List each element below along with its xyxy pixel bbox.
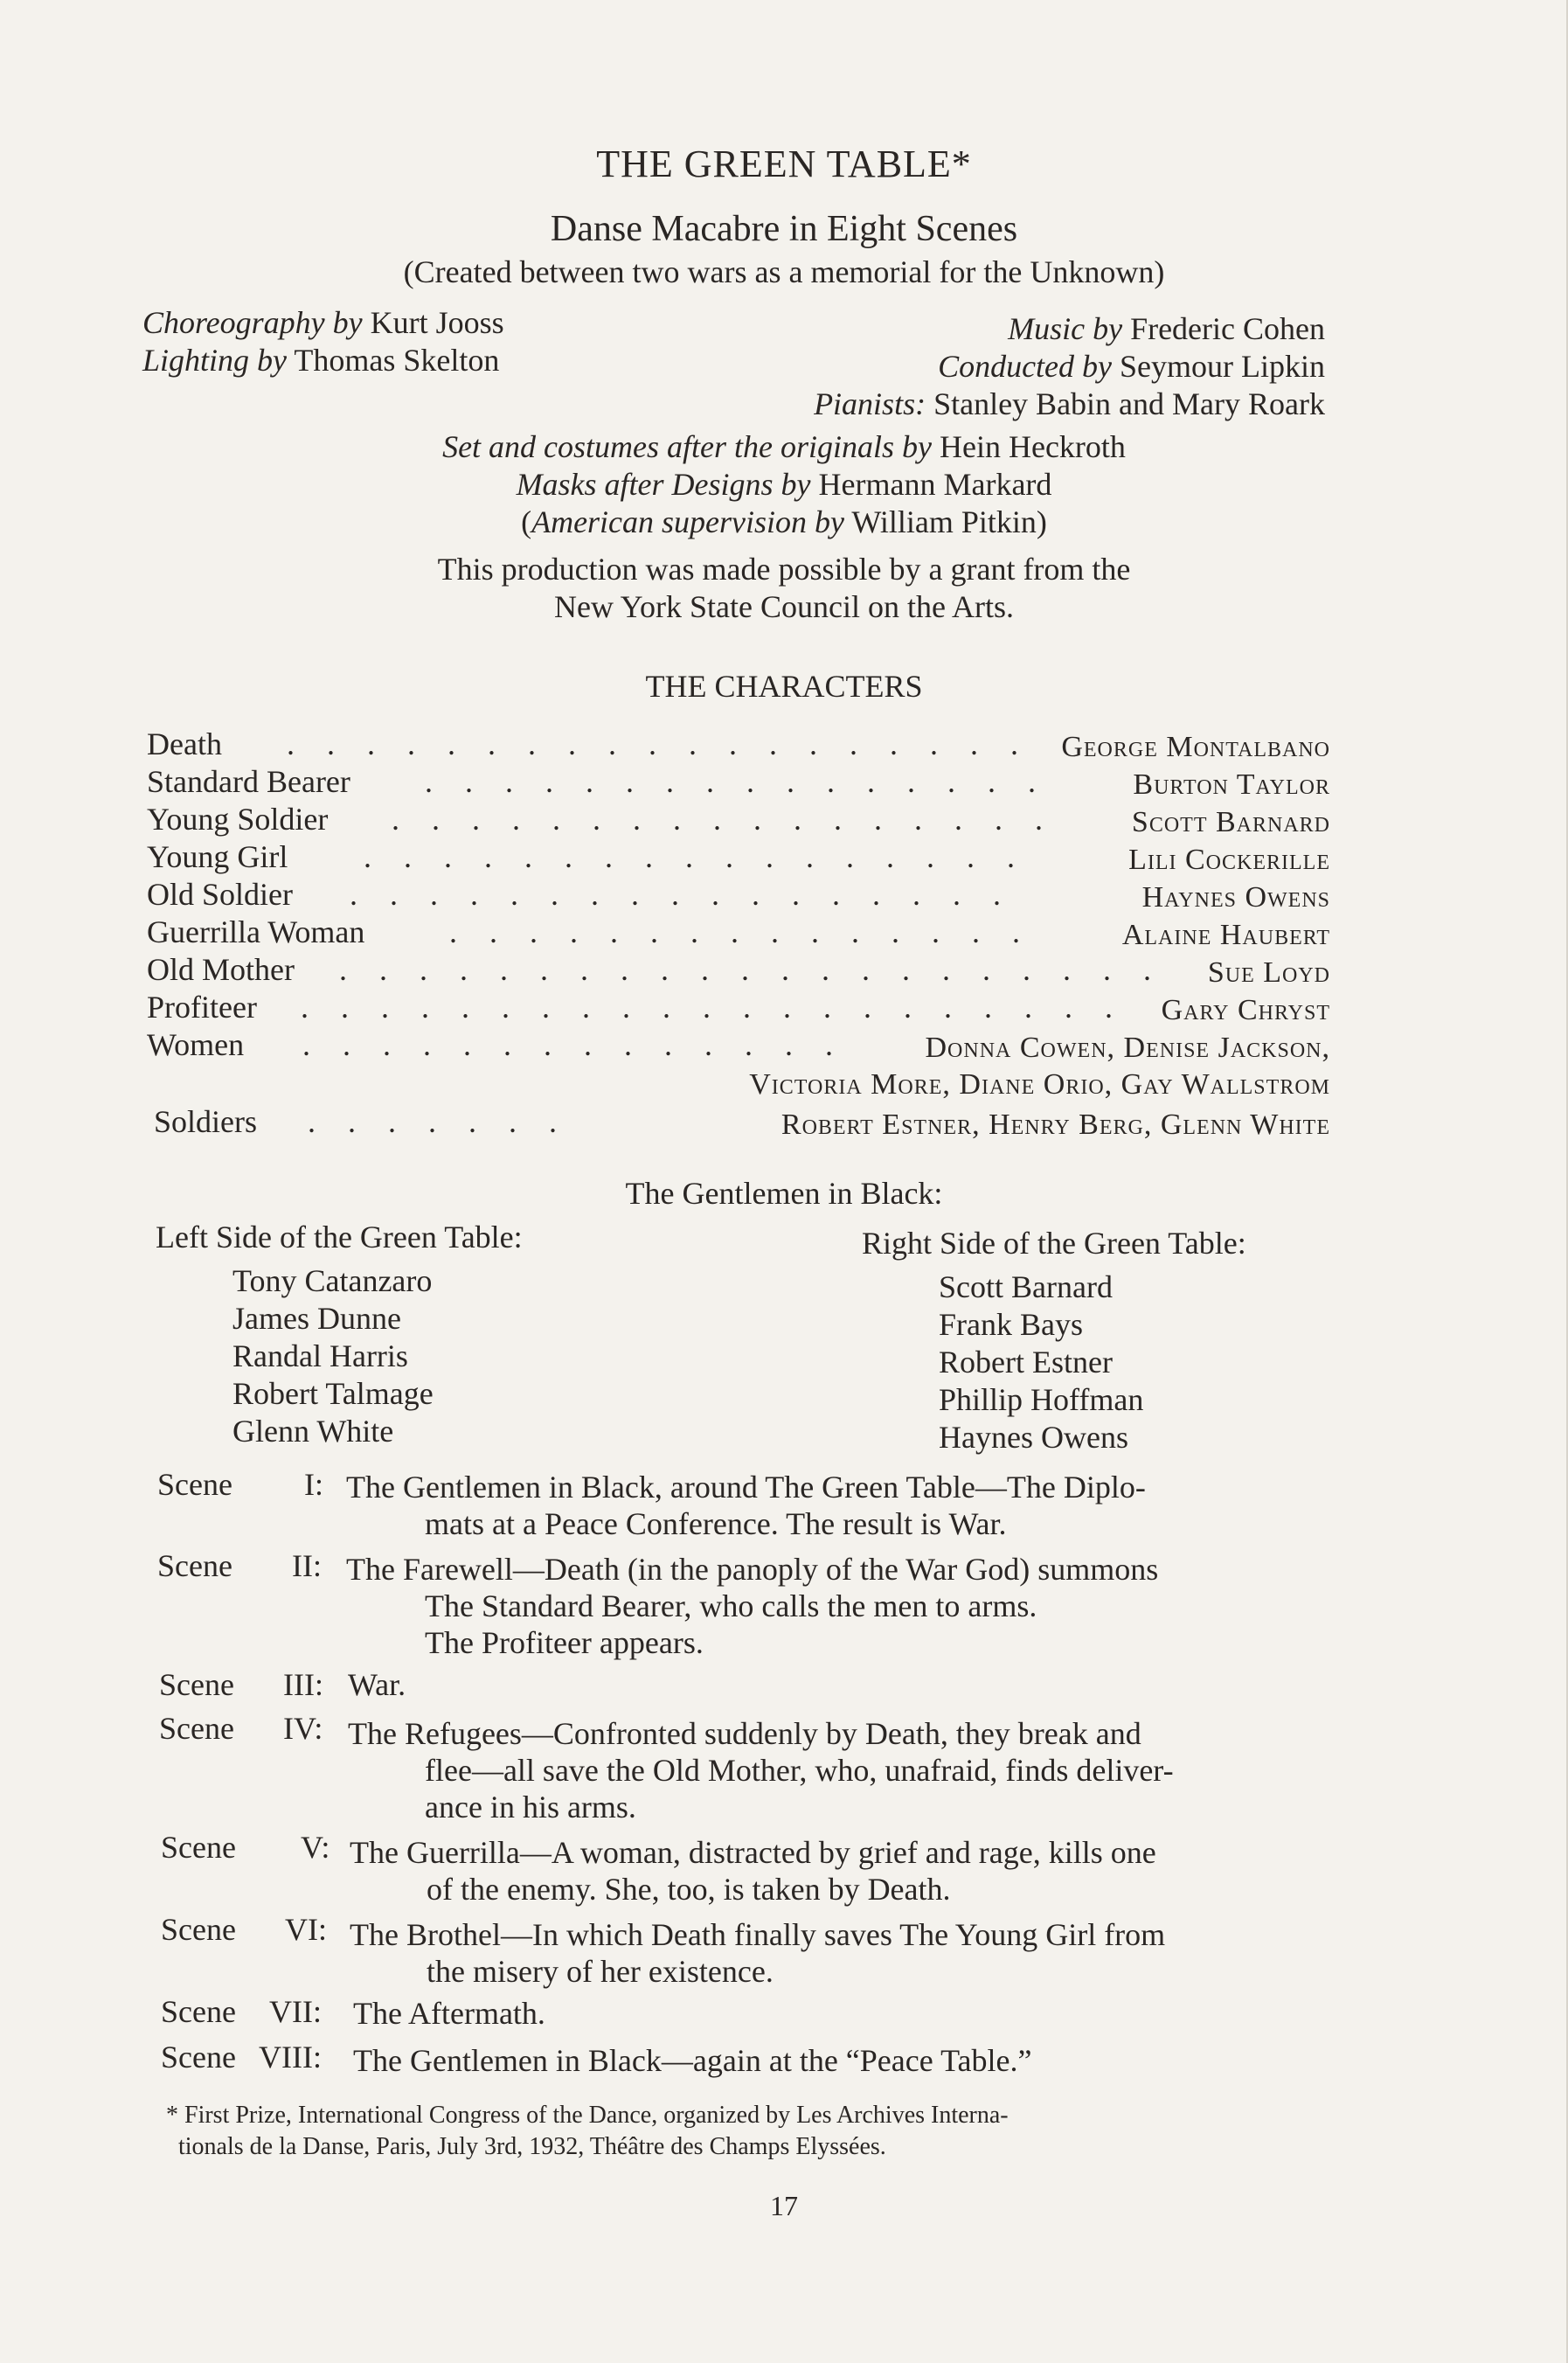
left-side-name: Tony Catanzaro	[232, 1263, 433, 1298]
credit-prefix: (	[521, 504, 532, 539]
credit-name: Hein Heckroth	[940, 429, 1126, 464]
right-side-name: Robert Estner	[939, 1345, 1113, 1380]
credit-name: Kurt Jooss	[370, 305, 504, 340]
leader-dots: . . . . . . . . . . . . . . .	[449, 914, 1032, 949]
scene-text: The Farewell—Death (in the panoply of the War God) summons	[346, 1552, 1159, 1587]
scene-text: The Gentlemen in Black, around The Green Table—The Diplo-	[346, 1470, 1146, 1505]
scene-numeral: VII:	[269, 1994, 322, 2029]
credit-lighting	[142, 342, 499, 379]
credit-role: Lighting by	[142, 343, 288, 378]
left-side-name: James Dunne	[232, 1301, 401, 1336]
character-actor: Scott Barnard	[1131, 806, 1330, 838]
page-subtitle: Danse Macabre in Eight Scenes	[550, 209, 1018, 249]
credit-name: Hermann Markard	[818, 467, 1052, 502]
character-actor: Gary Chryst	[1161, 994, 1330, 1026]
credit-name: William Pitkin)	[851, 504, 1047, 539]
leader-dots: . . . . . . . . . . . . . . . .	[425, 764, 1048, 799]
scene-numeral: IV:	[283, 1711, 323, 1746]
scene-text: The Standard Bearer, who calls the men to arms.	[425, 1588, 1037, 1623]
right-side-name: Phillip Hoffman	[939, 1382, 1144, 1417]
credit-conductor	[938, 348, 1325, 385]
character-role: Soldiers	[154, 1104, 258, 1139]
left-side-name: Randal Harris	[232, 1338, 408, 1373]
scene-numeral: V:	[301, 1830, 330, 1865]
scene-label: Scene	[161, 1994, 236, 2029]
credit-name: Thomas Skelton	[294, 343, 500, 378]
credit-pianists	[814, 386, 1325, 422]
scene-numeral: II:	[292, 1548, 322, 1583]
scene-text: The Refugees—Confronted suddenly by Death, they break and	[348, 1716, 1141, 1751]
character-role: Profiteer	[147, 990, 257, 1025]
gentlemen-heading: The Gentlemen in Black:	[625, 1176, 943, 1211]
character-actor: Lili Cockerille	[1128, 844, 1330, 876]
scene-text: of the enemy. She, too, is taken by Death.	[427, 1872, 951, 1907]
scene-label: Scene	[159, 1711, 234, 1746]
credit-role: Choreography by	[142, 305, 363, 340]
character-role: Standard Bearer	[147, 764, 350, 799]
scene-label: Scene	[161, 2040, 236, 2075]
scene-text: The Aftermath.	[353, 1996, 545, 2031]
page-number: 17	[770, 2190, 798, 2221]
scene-label: Scene	[157, 1548, 232, 1583]
character-actor: George Montalbano	[1061, 731, 1330, 763]
grant-line-2: New York State Council on the Arts.	[554, 589, 1014, 624]
character-actor: Alaine Haubert	[1121, 919, 1330, 951]
left-side-name: Glenn White	[232, 1414, 394, 1449]
character-role: Women	[147, 1027, 245, 1062]
scene-text: The Profiteer appears.	[425, 1625, 704, 1660]
credit-music	[1008, 310, 1325, 347]
credit-role: Pianists:	[814, 386, 926, 421]
left-side-name: Robert Talmage	[232, 1376, 434, 1411]
credit-role: Set and costumes after the originals by	[442, 429, 932, 464]
character-role: Young Soldier	[147, 802, 329, 837]
scene-label: Scene	[161, 1830, 236, 1865]
character-actor: Victoria More, Diane Orio, Gay Wallstrom	[749, 1068, 1330, 1101]
scene-numeral: VI:	[285, 1912, 327, 1947]
grant-line-1: This production was made possible by a grant from the	[437, 552, 1131, 587]
subtitle-note: (Created between two wars as a memorial for the Unknown)	[403, 254, 1165, 289]
credit-set-costumes	[0, 428, 1568, 465]
character-actor: Burton Taylor	[1133, 768, 1330, 801]
page-title: THE GREEN TABLE*	[596, 142, 972, 185]
scene-text: The Brothel—In which Death finally saves The Young Girl from	[350, 1917, 1166, 1952]
scene-text: flee—all save the Old Mother, who, unafraid, finds deliver-	[425, 1753, 1174, 1788]
leader-dots: . . . . . . . . . . . . . . . . . . .	[287, 726, 1030, 761]
leader-dots: . . . . . . . . . . . . . . . . . . . . .	[339, 952, 1163, 987]
scene-label: Scene	[161, 1912, 236, 1947]
footnote-line-2: tionals de la Danse, Paris, July 3rd, 1932, Théâtre des Champs Elyssées.	[178, 2133, 886, 2160]
scene-numeral: III:	[283, 1667, 323, 1702]
credit-name: Stanley Babin and Mary Roark	[933, 386, 1325, 421]
character-actor: Donna Cowen, Denise Jackson,	[925, 1032, 1330, 1064]
scene-label: Scene	[157, 1467, 232, 1502]
right-side-name: Haynes Owens	[939, 1420, 1128, 1455]
leader-dots: . . . . . . . . . . . . . . . . . . . . .	[301, 990, 1125, 1025]
credit-name: Frederic Cohen	[1130, 311, 1325, 346]
credit-role: American supervision by	[531, 504, 845, 539]
left-side-heading: Left Side of the Green Table:	[156, 1220, 523, 1254]
character-role: Old Soldier	[147, 877, 293, 912]
characters-heading: THE CHARACTERS	[645, 669, 923, 704]
leader-dots: . . . . . . . . . . . . . . . . .	[364, 839, 1027, 874]
credit-choreography	[142, 304, 504, 341]
character-actor: Sue Loyd	[1207, 956, 1330, 989]
credit-role: Conducted by	[938, 349, 1113, 384]
character-role: Guerrilla Woman	[147, 914, 365, 949]
footnote-line-1: * First Prize, International Congress of the Dance, organized by Les Archives Interna-	[166, 2102, 1009, 2129]
scene-text: ance in his arms.	[425, 1790, 636, 1824]
leader-dots: . . . . . . . . . . . . . . . . .	[350, 877, 1013, 912]
scene-text: mats at a Peace Conference. The result is War.	[425, 1506, 1007, 1541]
credit-role: Music by	[1008, 311, 1123, 346]
right-side-name: Scott Barnard	[939, 1269, 1113, 1304]
credit-role: Masks after Designs by	[516, 467, 811, 502]
credit-name: Seymour Lipkin	[1120, 349, 1325, 384]
character-actor: Haynes Owens	[1141, 881, 1330, 914]
leader-dots: . . . . . . .	[308, 1104, 569, 1139]
character-role: Old Mother	[147, 952, 295, 987]
right-side-name: Frank Bays	[939, 1307, 1083, 1342]
right-side-heading: Right Side of the Green Table:	[862, 1226, 1246, 1261]
scene-numeral: VIII:	[259, 2040, 322, 2075]
leader-dots: . . . . . . . . . . . . . . . . .	[392, 802, 1055, 837]
leader-dots: . . . . . . . . . . . . . .	[302, 1027, 845, 1062]
scene-text: the misery of her existence.	[427, 1954, 774, 1989]
character-role: Death	[147, 726, 222, 761]
character-actor: Robert Estner, Henry Berg, Glenn White	[781, 1109, 1330, 1141]
scene-text: The Gentlemen in Black—again at the “Peace Table.”	[353, 2043, 1032, 2078]
scene-text: War.	[348, 1667, 406, 1702]
character-role: Young Girl	[147, 839, 288, 874]
credit-masks	[0, 466, 1568, 503]
credit-supervision	[0, 504, 1568, 540]
scene-text: The Guerrilla—A woman, distracted by grief and rage, kills one	[350, 1835, 1156, 1870]
scene-numeral: I:	[304, 1467, 323, 1502]
scene-label: Scene	[159, 1667, 234, 1702]
